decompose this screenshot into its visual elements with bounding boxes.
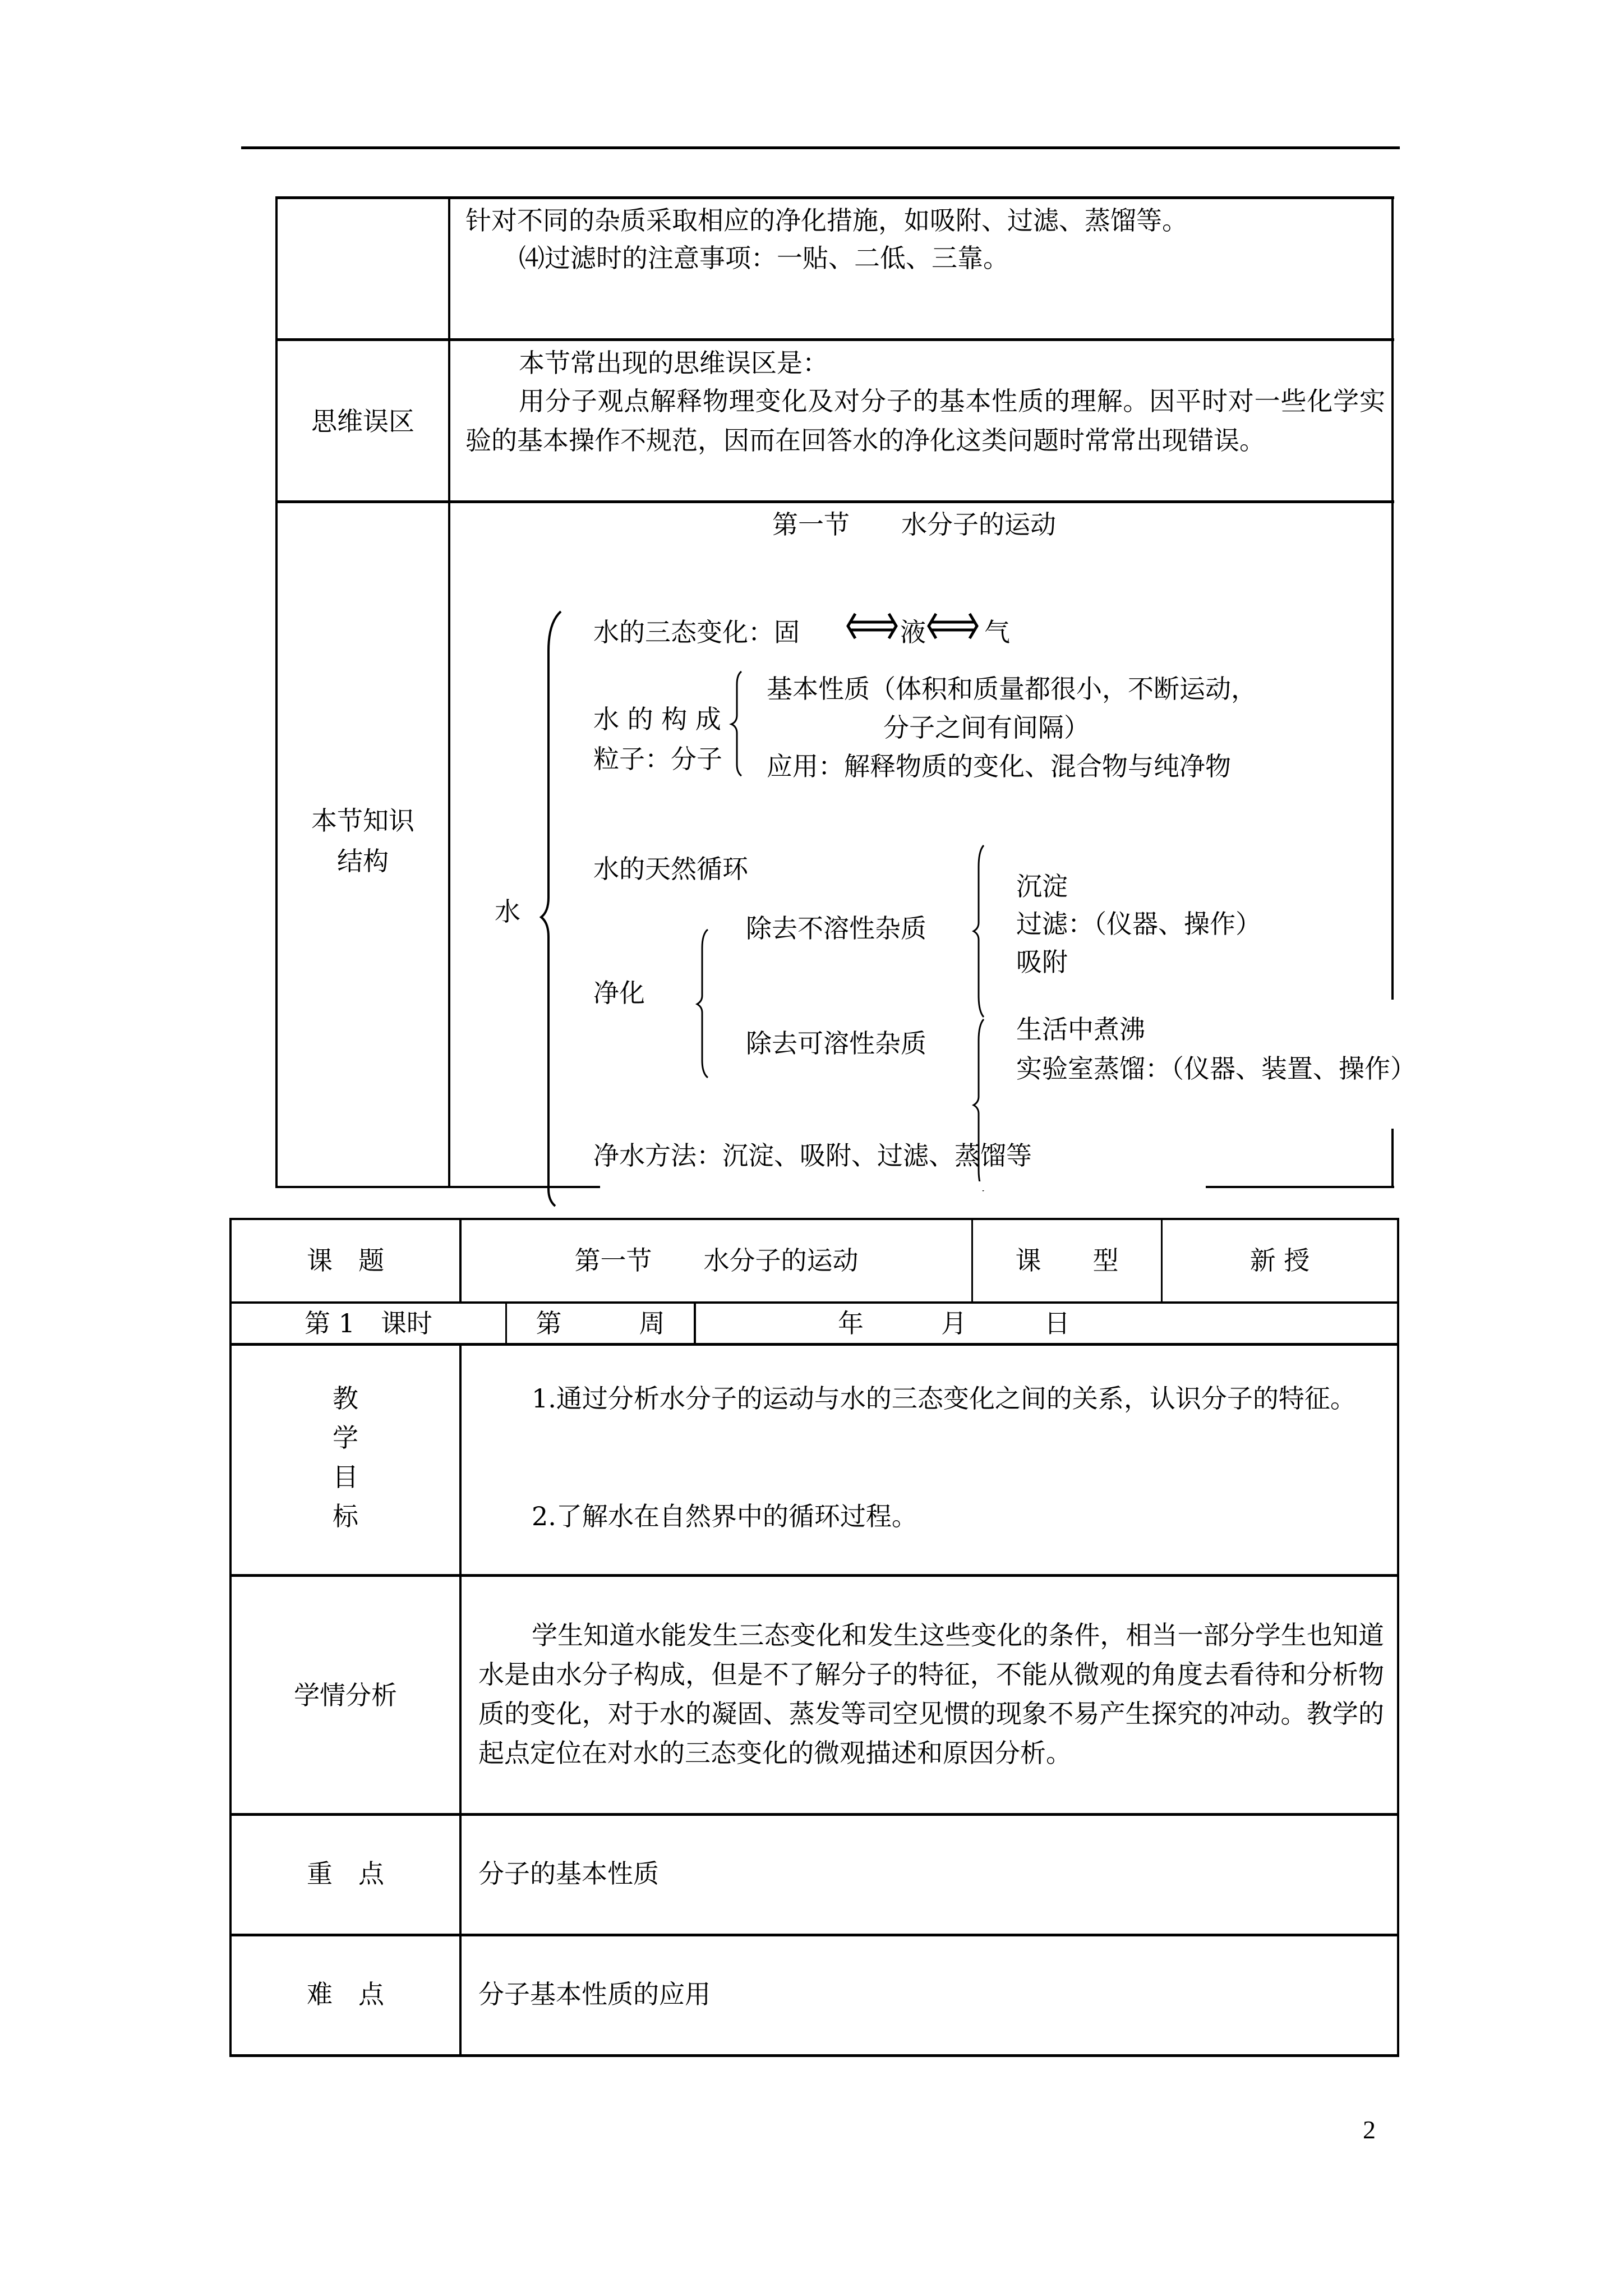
soluble-item: 实验室蒸馏：（仪器、装置、操作） — [1016, 1053, 1416, 1084]
lesson-type-value: 新 授 — [1249, 1245, 1310, 1276]
table-border-top — [229, 1218, 1399, 1220]
purification-measures-text: 针对不同的杂质采取相应的净化措施，如吸附、过滤、蒸馏等。 — [465, 205, 1188, 236]
row-divider — [229, 1343, 1399, 1346]
lesson-type-label: 课 型 — [1015, 1245, 1119, 1276]
row-divider — [275, 500, 1394, 503]
goals-label-char: 目 — [333, 1462, 358, 1492]
structure-title: 第一节 水分子的运动 — [772, 509, 1056, 540]
goals-label-char: 教 — [333, 1383, 358, 1414]
purification-brace — [695, 928, 712, 1080]
difficulty-value: 分子基本性质的应用 — [478, 1979, 711, 2009]
insoluble-item: 过滤：（仪器、操作） — [1016, 909, 1261, 939]
knowledge-structure-label-line2: 结构 — [337, 846, 389, 876]
double-arrow-icon — [847, 611, 897, 641]
misconception-intro: 本节常出现的思维误区是： — [519, 348, 828, 378]
goals-label-char: 学 — [333, 1423, 358, 1453]
student-analysis-label: 学情分析 — [294, 1680, 397, 1710]
three-states-gas: 气 — [984, 617, 1010, 647]
double-arrow-icon — [928, 611, 978, 641]
row-divider — [229, 1574, 1399, 1577]
basic-property-line1: 基本性质（体积和质量都很小，不断运动， — [767, 674, 1257, 704]
topic-label: 课 题 — [307, 1245, 384, 1276]
root-water: 水 — [495, 896, 520, 927]
teaching-goal-2: 2.了解水在自然界中的循环过程。 — [532, 1501, 917, 1531]
insoluble-item: 吸附 — [1016, 947, 1068, 977]
table-border-right — [1397, 1218, 1399, 2057]
key-point-value: 分子的基本性质 — [478, 1858, 659, 1889]
table-border-bottom — [229, 2054, 1399, 2057]
diagram-overflow-mask — [600, 1181, 1206, 1190]
row-divider — [275, 338, 1394, 341]
main-brace — [538, 606, 572, 1212]
page-number: 2 — [1363, 2115, 1376, 2144]
week-field[interactable]: 第 周 — [536, 1308, 665, 1338]
three-states-prefix: 水的三态变化：固 — [593, 617, 800, 647]
date-field[interactable]: 年 月 日 — [838, 1308, 1070, 1338]
natural-cycle-text: 水的天然循环 — [593, 854, 748, 884]
column-divider — [448, 196, 450, 1188]
table-border-left — [275, 196, 278, 1188]
insoluble-item: 沉淀 — [1016, 871, 1068, 901]
topic-value: 第一节 水分子的运动 — [574, 1245, 859, 1276]
row-divider — [229, 1813, 1399, 1816]
purification-label: 净化 — [593, 978, 645, 1008]
composition-label-line2: 粒子：分子 — [593, 744, 722, 774]
misconception-label: 思维误区 — [311, 406, 414, 436]
table-border-top — [275, 196, 1394, 199]
application-text: 应用：解释物质的变化、混合物与纯净物 — [767, 751, 1231, 781]
table-border-left — [229, 1218, 232, 2057]
water-purification-methods: 净水方法：沉淀、吸附、过滤、蒸馏等 — [593, 1140, 1032, 1171]
header-rule — [241, 146, 1400, 149]
difficulty-label: 难 点 — [307, 1979, 384, 2009]
period-field[interactable]: 第 1 课时 — [305, 1308, 432, 1338]
student-analysis-text: 学生知道水能发生三态变化和发生这些变化的条件，相当一部分学生也知道水是由水分子构成，但是不了解分子的特征，不能从微观的角度去看待和分析物质的变化，对于水的凝固、蒸发等司空见惯的现象不易产生探究的冲动。教学的起点定位在对水的三态变化的微观描述和原因分析。 — [478, 1620, 1384, 1768]
knowledge-structure-label-line1: 本节知识 — [311, 806, 414, 836]
basic-property-line2: 分子之间有间隔） — [883, 712, 1090, 743]
soluble-item: 生活中煮沸 — [1016, 1014, 1145, 1045]
insoluble-brace — [971, 844, 988, 1018]
filtration-notes-text: ⑷过滤时的注意事项：一贴、二低、三靠。 — [519, 243, 1009, 273]
misconception-body: 用分子观点解释物理变化及对分子的基本性质的理解。因平时对一些化学实验的基本操作不规范，因而在回答水的净化这类问题时常常出现错误。 — [465, 386, 1385, 455]
key-point-label: 重 点 — [307, 1858, 384, 1889]
goals-label-char: 标 — [333, 1501, 358, 1531]
teaching-goal-1: 1.通过分析水分子的运动与水的三态变化之间的关系，认识分子的特征。 — [532, 1383, 1356, 1414]
three-states-liquid: 液 — [900, 617, 926, 647]
soluble-impurities-label: 除去可溶性杂质 — [746, 1028, 926, 1059]
row-divider — [229, 1934, 1399, 1936]
composition-label-line1: 水 的 构 成 — [593, 704, 721, 734]
column-divider — [459, 1344, 462, 2055]
insoluble-impurities-label: 除去不溶性杂质 — [746, 913, 926, 944]
composition-brace — [729, 670, 746, 777]
